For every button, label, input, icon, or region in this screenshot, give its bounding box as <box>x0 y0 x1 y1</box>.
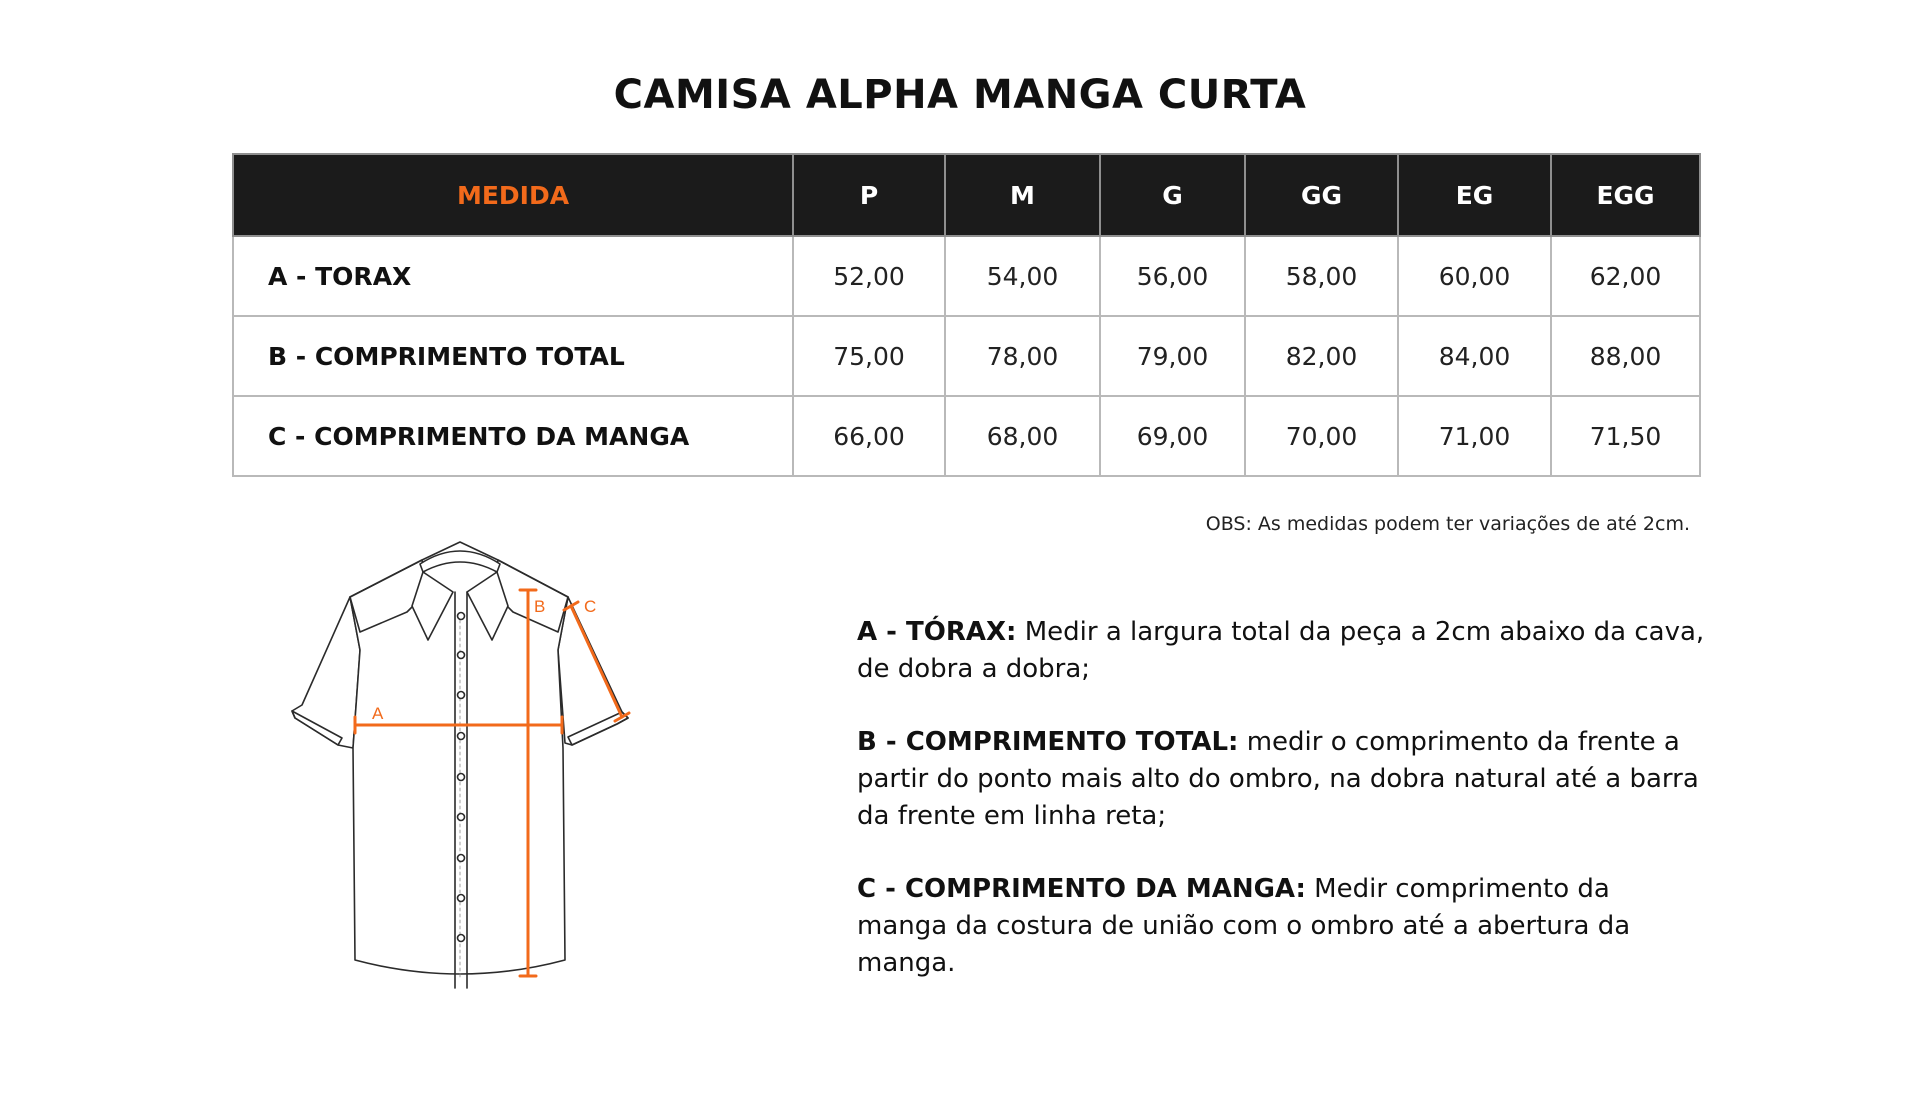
table-cell: 66,00 <box>793 396 945 476</box>
table-cell: 75,00 <box>793 316 945 396</box>
description-label: C - COMPRIMENTO DA MANGA: <box>857 874 1306 904</box>
marker-a-label: A <box>372 704 384 723</box>
row-label: A - TORAX <box>233 236 793 316</box>
table-cell: 78,00 <box>945 316 1100 396</box>
button-icon <box>458 733 465 740</box>
button-icon <box>458 935 465 942</box>
description-text: Medir a largura total da peça a 2cm abaixo da cava, de dobra a dobra; <box>857 617 1705 684</box>
header-size: EG <box>1398 154 1551 236</box>
table-cell: 70,00 <box>1245 396 1398 476</box>
description-label: B - COMPRIMENTO TOTAL: <box>857 727 1239 757</box>
table-cell: 58,00 <box>1245 236 1398 316</box>
table-cell: 82,00 <box>1245 316 1398 396</box>
table-cell: 79,00 <box>1100 316 1245 396</box>
button-icon <box>458 613 465 620</box>
table-header-row <box>233 154 1700 236</box>
measurement-descriptions <box>857 614 1707 1018</box>
description-label: A - TÓRAX: <box>857 617 1017 647</box>
button-icon <box>458 692 465 699</box>
button-icon <box>458 895 465 902</box>
marker-b-label: B <box>534 597 546 616</box>
right-sleeve <box>558 597 628 745</box>
table-cell: 69,00 <box>1100 396 1245 476</box>
table-cell: 84,00 <box>1398 316 1551 396</box>
button-icon <box>458 855 465 862</box>
button-icon <box>458 814 465 821</box>
row-label: B - COMPRIMENTO TOTAL <box>233 316 793 396</box>
shirt-diagram <box>290 540 650 1000</box>
description-comprimento-total <box>857 724 1707 835</box>
description-torax <box>857 614 1707 688</box>
table-cell: 60,00 <box>1398 236 1551 316</box>
header-size: M <box>945 154 1100 236</box>
page-title: CAMISA ALPHA MANGA CURTA <box>613 72 1307 118</box>
left-sleeve <box>292 597 360 748</box>
marker-c-label: C <box>584 597 597 616</box>
description-text: medir o comprimento da frente a partir do ponto mais alto do ombro, na dobra natural até a barra da frente em linha reta; <box>857 727 1699 831</box>
header-size: P <box>793 154 945 236</box>
header-size: EGG <box>1551 154 1700 236</box>
button-icon <box>458 774 465 781</box>
description-comprimento-manga <box>857 871 1707 982</box>
table-row <box>233 236 1700 316</box>
size-table <box>232 153 1701 477</box>
row-label: C - COMPRIMENTO DA MANGA <box>233 396 793 476</box>
table-cell: 62,00 <box>1551 236 1700 316</box>
measurement-note: OBS: As medidas podem ter variações de até 2cm. <box>1205 513 1690 535</box>
table-cell: 56,00 <box>1100 236 1245 316</box>
table-cell: 71,50 <box>1551 396 1700 476</box>
table-cell: 88,00 <box>1551 316 1700 396</box>
table-row <box>233 316 1700 396</box>
header-size: G <box>1100 154 1245 236</box>
table-cell: 71,00 <box>1398 396 1551 476</box>
button-icon <box>458 652 465 659</box>
table-cell: 52,00 <box>793 236 945 316</box>
shirt-illustration <box>290 540 650 1000</box>
description-text: Medir comprimento da manga da costura de união com o ombro até a abertura da manga. <box>857 874 1631 978</box>
table-cell: 54,00 <box>945 236 1100 316</box>
header-medida: MEDIDA <box>233 154 793 236</box>
header-size: GG <box>1245 154 1398 236</box>
table-cell: 68,00 <box>945 396 1100 476</box>
table-row <box>233 396 1700 476</box>
